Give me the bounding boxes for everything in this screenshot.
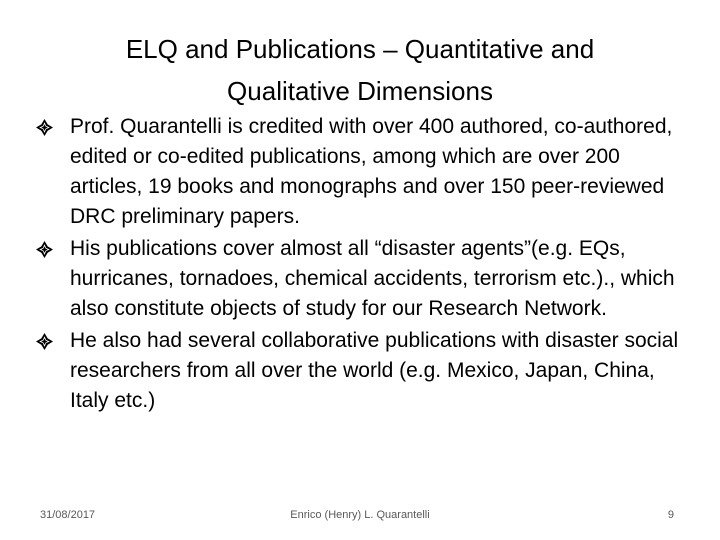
- slide-title-line-2: Qualitative Dimensions: [227, 76, 493, 106]
- bullet-text: He also had several collaborative publications with disaster social researchers from all over the world (e.g. Mexico, Japan, China, Italy etc.): [70, 329, 679, 412]
- footer-date: 31/08/2017: [40, 509, 96, 521]
- footer-author: Enrico (Henry) L. Quarantelli: [290, 509, 430, 521]
- bullet-text: Prof. Quarantelli is credited with over 400 authored, co-authored, edited or co-edited publications, among which are over 200 articles, 19 books and monographs and over 150 peer-reviewed DRC preliminary papers.: [70, 115, 673, 228]
- bullet-item: [36, 326, 696, 416]
- slide-number: 9: [667, 509, 674, 521]
- bullet-list: [36, 112, 696, 418]
- slide-title: [60, 28, 660, 112]
- bullet-item: [36, 234, 696, 324]
- bullet-item: [36, 112, 696, 232]
- diamond-bullet-icon: [36, 119, 53, 136]
- diamond-bullet-icon: [36, 241, 53, 258]
- diamond-bullet-icon: [36, 333, 53, 350]
- slide-title-line-1: ELQ and Publications – Quantitative and: [125, 34, 595, 64]
- bullet-text: His publications cover almost all “disaster agents”(e.g. EQs, hurricanes, tornadoes, chemical accidents, terrorism etc.)., which also constitute objects of study for our Research Network.: [70, 237, 675, 320]
